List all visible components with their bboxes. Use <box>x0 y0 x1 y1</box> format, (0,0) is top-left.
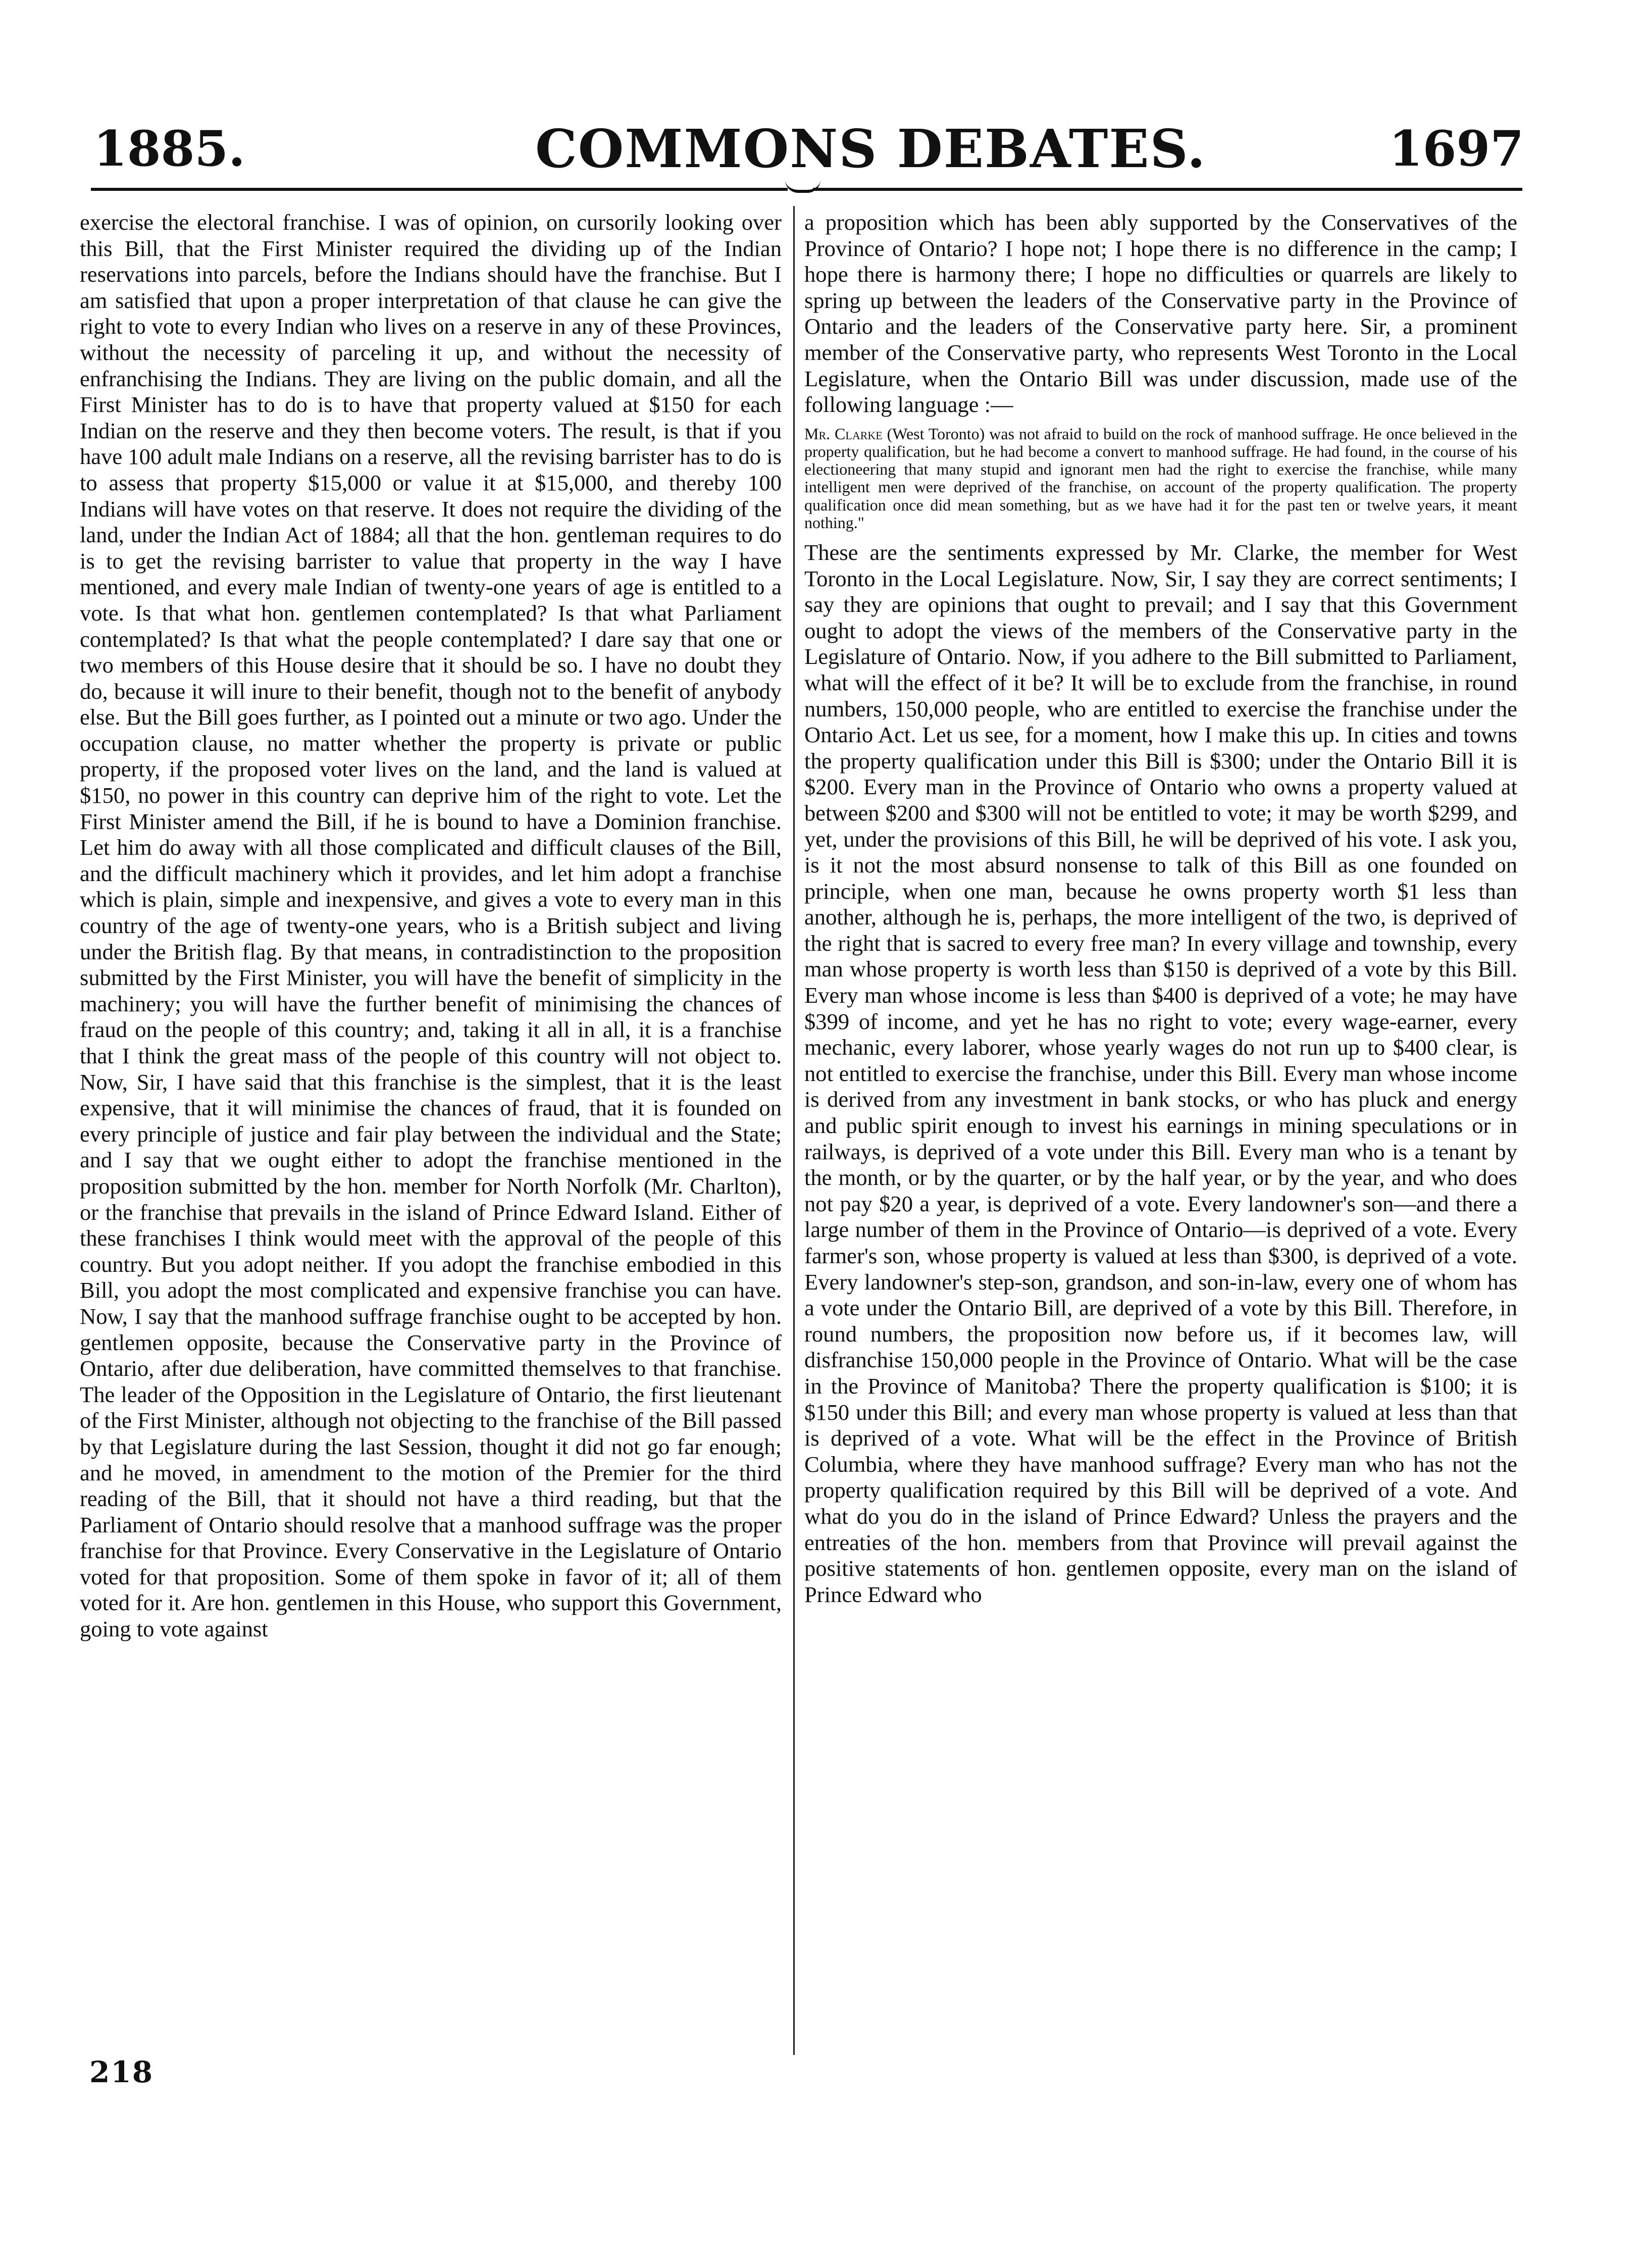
right-column <box>804 210 1517 2057</box>
header-year: 1885. <box>93 120 245 177</box>
header-rule-left <box>91 188 788 191</box>
right-column-paragraph-2: These are the sentiments expressed by Mr. Clarke, the member for West Toronto in the Local Legislature. Now, Sir, I say they are correct sentiments; I say they are opinions that ought to prevail; and I say that this Government ought to adopt the views of the members of the Conservative party in the Legislature of Ontario. Now, if you adhere to the Bill submitted to Parliament, what will the effect of it be? It will be to exclude from the franchise, in round numbers, 150,000 people, who are entitled to exercise the franchise under the Ontario Act. Let us see, for a moment, how I make this up. In cities and towns the property qualification under this Bill is $300; under the Ontario Bill it is $200. Every man in the Province of Ontario who owns a property valued at between $200 and $300 will not be entitled to vote; it may be worth $299, and yet, under the provisions of this Bill, he will be deprived of his vote. I ask you, is it not the most absurd nonsense to talk of this Bill as one founded on principle, when one man, because he owns property worth $1 less than another, although he is, perhaps, the more intelligent of the two, is deprived of the right that is sacred to every free man? In every village and township, every man whose property is worth less than $150 is deprived of a vote by this Bill. Every man whose income is less than $400 is deprived of a vote; he may have $399 of income, and yet he has no right to vote; every wage-earner, every mechanic, every laborer, whose yearly wages do not run up to $400 clear, is not entitled to exercise the franchise, under this Bill. Every man whose income is derived from any investment in bank stocks, or who has pluck and energy and public spirit enough to invest his earnings in mining speculations or in railways, is deprived of a vote under this Bill. Every man who is a tenant by the month, or by the quarter, or by the half year, or by the year, and who does not pay $20 a year, is deprived of a vote. Every landowner's son—and there a large number of them in the Province of Ontario—is deprived of a vote. Every farmer's son, whose property is valued at less than $300, is deprived of a vote. Every landowner's step-son, grandson, and son-in-law, every one of whom has a vote under the Ontario Bill, are deprived of a vote by this Bill. Therefore, in round numbers, the proposition now before us, if it becomes law, will disfranchise 150,000 people in the Province of Ontario. What will be the case in the Province of Manitoba? There the property qualification is $100; it is $150 under this Bill; and every man whose property is valued at less than that is deprived of a vote. What will be the effect in the Province of British Columbia, where they have manhood suffrage? Every man who has not the property qualification required by this Bill will be deprived of a vote. And what do you do in the island of Prince Edward? Unless the prayers and the entreaties of the hon. members from that Province will prevail against the positive statements of hon. gentlemen opposite, every man on the island of Prince Edward who <box>804 539 1517 1607</box>
quote-text: (West Toronto) was not afraid to build on the rock of manhood suffrage. He once believed in the property qualification, but he had become a convert to manhood suffrage. He had found, in the course of his electioneering that many stupid and ignorant men had the right to exercise the franchise, while many intelligent men were deprived of the franchise, on account of the property qualification. The property qualification once did mean something, but as we have had it for the past ten or twelve years, it meant nothing." <box>804 424 1518 532</box>
header-rule-ornament <box>785 180 820 193</box>
column-divider <box>793 206 795 2055</box>
signature-number: 218 <box>89 2055 154 2089</box>
left-column <box>80 210 782 2057</box>
header-rule-right <box>813 188 1522 191</box>
quote-speaker: Mr. Clarke <box>804 424 883 443</box>
block-quote <box>804 425 1517 532</box>
header-title: COMMONS DEBATES. <box>535 118 1207 180</box>
right-column-paragraph-1: a proposition which has been ably supported by the Conservatives of the Province of Ontario? I hope not; I hope there is no difference in the camp; I hope there is harmony there; I hope no difficulties or quarrels are likely to spring up between the leaders of the Conservative party in the Province of Ontario and the leaders of the Conservative party here. Sir, a prominent member of the Conservative party, who represents West Toronto in the Local Legislature, when the Ontario Bill was under discussion, made use of the following language :— <box>804 210 1517 418</box>
left-column-paragraph: exercise the electoral franchise. I was of opinion, on cursorily looking over this Bill, that the First Minister required the dividing up of the Indian reservations into parcels, before the Indians should have the franchise. But I am satisfied that upon a proper interpretation of that clause he can give the right to vote to every Indian who lives on a reserve in any of these Provinces, without the necessity of parceling it up, and without the necessity of enfranchising the Indians. They are living on the public domain, and all the First Minister has to do is to have that property valued at $150 for each Indian on the reserve and they then become voters. The result, is that if you have 100 adult male Indians on a reserve, all the revising barrister has to do is to assess that property $15,000 or value it at $15,000, and thereby 100 Indians will have votes on that reserve. It does not require the dividing of the land, under the Indian Act of 1884; all that the hon. gentleman requires to do is to get the revising barrister to value that property in the way I have mentioned, and every male Indian of twenty-one years of age is entitled to a vote. Is that what hon. gentlemen contemplated? Is that what Parliament contemplated? Is that what the people contemplated? I dare say that one or two members of this House desire that it should be so. I have no doubt they do, because it will inure to their benefit, though not to the benefit of anybody else. But the Bill goes further, as I pointed out a minute or two ago. Under the occupation clause, no matter whether the property is private or public property, if the proposed voter lives on the land, and the land is valued at $150, no power in this country can deprive him of the right to vote. Let the First Minister amend the Bill, if he is bound to have a Dominion franchise. Let him do away with all those complicated and difficult clauses of the Bill, and the difficult machinery which it provides, and let him adopt a franchise which is plain, simple and inexpensive, and gives a vote to every man in this country of the age of twenty-one years, who is a British subject and living under the British flag. By that means, in contradistinction to the proposition submitted by the First Minister, you will have the benefit of simplicity in the machinery; you will have the further benefit of minimising the chances of fraud on the people of this country; and, taking it all in all, it is a franchise that I think the great mass of the people of this country will not object to. Now, Sir, I have said that this franchise is the simplest, that it is the least expensive, that it will minimise the chances of fraud, that it is founded on every principle of justice and fair play between the individual and the State; and I say that we ought either to adopt the franchise mentioned in the proposition submitted by the hon. member for North Norfolk (Mr. Charlton), or the franchise that prevails in the island of Prince Edward Island. Either of these franchises I think would meet with the approval of the people of this country. But you adopt neither. If you adopt the franchise embodied in this Bill, you adopt the most complicated and expensive franchise you can have. Now, I say that the manhood suffrage franchise ought to be accepted by hon. gentlemen opposite, because the Conservative party in the Province of Ontario, after due deliberation, have committed themselves to that franchise. The leader of the Opposition in the Legislature of Ontario, the first lieutenant of the First Minister, although not objecting to the franchise of the Bill passed by that Legislature during the last Session, thought it did not go far enough; and he moved, in amendment to the motion of the Premier for the third reading of the Bill, that it should not have a third reading, but that the Parliament of Ontario should resolve that a manhood suffrage was the proper franchise for that Province. Every Conservative in the Legislature of Ontario voted for that proposition. Some of them spoke in favor of it; all of them voted for it. Are hon. gentlemen in this House, who support this Government, going to vote against <box>80 210 782 1642</box>
header-page-number: 1697 <box>1389 120 1524 177</box>
